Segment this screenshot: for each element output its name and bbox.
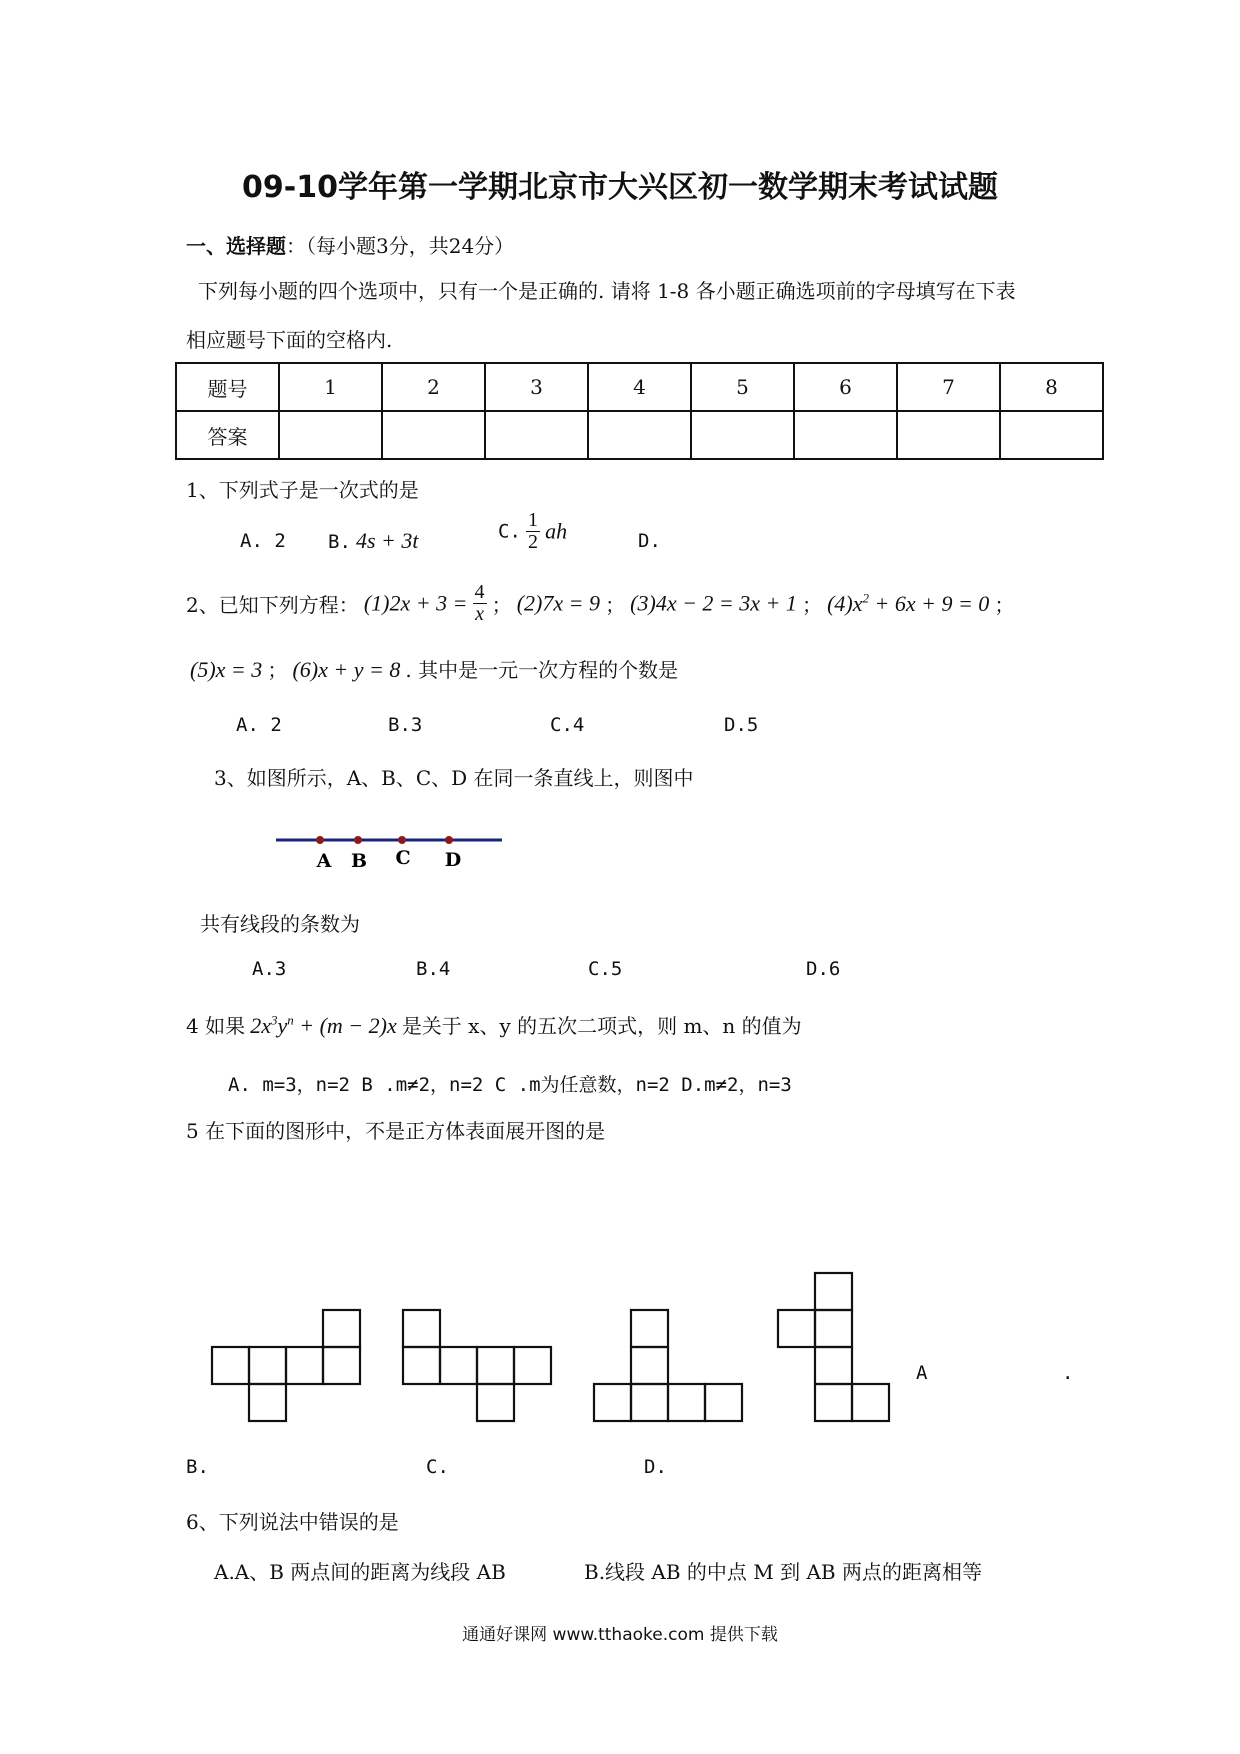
q5-stem: 5 在下面的图形中，不是正方体表面展开图的是 [186, 1119, 606, 1143]
q1-fraction-num: 1 [527, 509, 538, 531]
q1-option-b-label: B. [328, 531, 351, 553]
q3-option-a: A.3 [252, 958, 287, 980]
q3-point-b [354, 836, 362, 844]
table-cell-number: 8 [1000, 363, 1103, 411]
q4-exp-2: n [287, 1012, 294, 1028]
q4-options: A. m=3，n=2 B .m≠2，n=2 C .m为任意数，n=2 D.m≠2，n=3 [228, 1074, 792, 1096]
section-note: ：（每小题3分，共24分） [286, 234, 515, 258]
q1-option-c-label: C. [498, 520, 521, 543]
q2-option-d: D.5 [724, 714, 759, 736]
table-answer-label: 答案 [176, 411, 279, 459]
q4-expr-b: y [277, 1013, 288, 1038]
q2-separator: ； [605, 593, 626, 617]
q2-stem: 2、已知下列方程： [186, 593, 359, 617]
q3-label-a: A [316, 850, 332, 872]
q5-label-d: D. [644, 1456, 667, 1478]
q6-stem: 6、下列说法中错误的是 [186, 1510, 399, 1534]
q5-label-c: C. [426, 1456, 449, 1478]
q3-label-b: B [350, 850, 368, 872]
q3-point-a [316, 836, 324, 844]
page-title: 09-10学年第一学期北京市大兴区初一数学期末考试试题 [242, 170, 998, 205]
instruction-line-1: 下列每小题的四个选项中，只有一个是正确的. 请将 1-8 各小题正确选项前的字母填写在下表 [198, 279, 1016, 303]
q1-fraction-den: 2 [527, 531, 538, 553]
q3-stem-2: 共有线段的条数为 [200, 912, 360, 936]
q1-option-b-expr: 4s + 3t [355, 528, 419, 553]
instruction-line-2: 相应题号下面的空格内. [186, 328, 393, 352]
q4-prefix: 4 如果 [186, 1014, 246, 1038]
cube-net-4 [778, 1273, 889, 1421]
q2-eq4-exponent: 2 [862, 590, 869, 606]
q3-option-d: D.6 [806, 958, 841, 980]
q4-exp-1: 3 [270, 1012, 278, 1028]
q4-expr-c: + (m − 2)x [293, 1013, 397, 1038]
q6-option-a: A.A、B 两点间的距离为线段 AB [214, 1560, 506, 1584]
q4-stem [186, 1010, 802, 1039]
q2-separator: ； [267, 658, 288, 682]
q2-tail: . 其中是一元一次方程的个数是 [405, 658, 679, 682]
q2-eq1: (1)2x + 3 = [363, 590, 468, 616]
q1-option-c-tail: ah [545, 518, 568, 544]
q3-stem: 3、如图所示，A、B、C、D 在同一条直线上，则图中 [214, 766, 694, 790]
table-header-label: 题号 [176, 363, 279, 411]
q5-label-a: A [916, 1362, 928, 1384]
table-cell-number: 7 [897, 363, 1000, 411]
table-cell-number: 2 [382, 363, 485, 411]
table-cell-number: 4 [588, 363, 691, 411]
q2-option-c: C.4 [550, 714, 585, 736]
cube-net-3 [594, 1310, 742, 1421]
q5-trailing-dot: . [1062, 1362, 1074, 1384]
q3-option-b: B.4 [416, 958, 451, 980]
q5-label-b: B. [186, 1456, 209, 1478]
q2-eq1-den: x [475, 603, 484, 625]
table-cell-number: 6 [794, 363, 897, 411]
q2-option-a: A. 2 [236, 714, 282, 736]
q2-eq1-num: 4 [474, 581, 485, 603]
cube-net-2 [403, 1310, 551, 1421]
q3-label-d: D [444, 849, 462, 871]
section-title: 一、选择题 [186, 234, 286, 258]
q4-tail: 是关于 x、y 的五次二项式，则 m、n 的值为 [401, 1014, 802, 1038]
q1-option-d: D. [638, 530, 661, 552]
q1-option-a: A. 2 [240, 530, 286, 552]
q3-point-c [398, 836, 406, 844]
q3-option-c: C.5 [588, 958, 623, 980]
q1-stem: 1、下列式子是一次式的是 [186, 478, 419, 502]
q2-eq2: (2)7x = 9 [516, 590, 600, 616]
q2-separator: ； [994, 593, 1015, 617]
q2-option-b: B.3 [388, 714, 423, 736]
table-cell-number: 3 [485, 363, 588, 411]
q2-separator: ； [491, 593, 512, 617]
page-footer: 通通好课网 www.tthaoke.com 提供下载 [462, 1625, 778, 1645]
q2-eq6: (6)x + y = 8 [292, 657, 401, 682]
q2-eq5: (5)x = 3 [190, 657, 263, 682]
q3-point-d [445, 836, 453, 844]
q2-eq4-rest: + 6x + 9 = 0 [869, 590, 990, 616]
q6-option-b: B.线段 AB 的中点 M 到 AB 两点的距离相等 [584, 1560, 982, 1584]
table-cell-number: 1 [279, 363, 382, 411]
cube-net-1 [212, 1310, 360, 1421]
q4-expr-a: 2x [250, 1013, 271, 1038]
q2-eq3: (3)4x − 2 = 3x + 1 [630, 590, 797, 616]
q2-separator: ； [801, 593, 822, 617]
q3-line-diagram [276, 836, 502, 872]
table-cell-number: 5 [691, 363, 794, 411]
q2-eq4-base: (4)x [827, 590, 863, 616]
q4-expression [250, 1013, 397, 1038]
q3-label-c: C [395, 847, 411, 869]
